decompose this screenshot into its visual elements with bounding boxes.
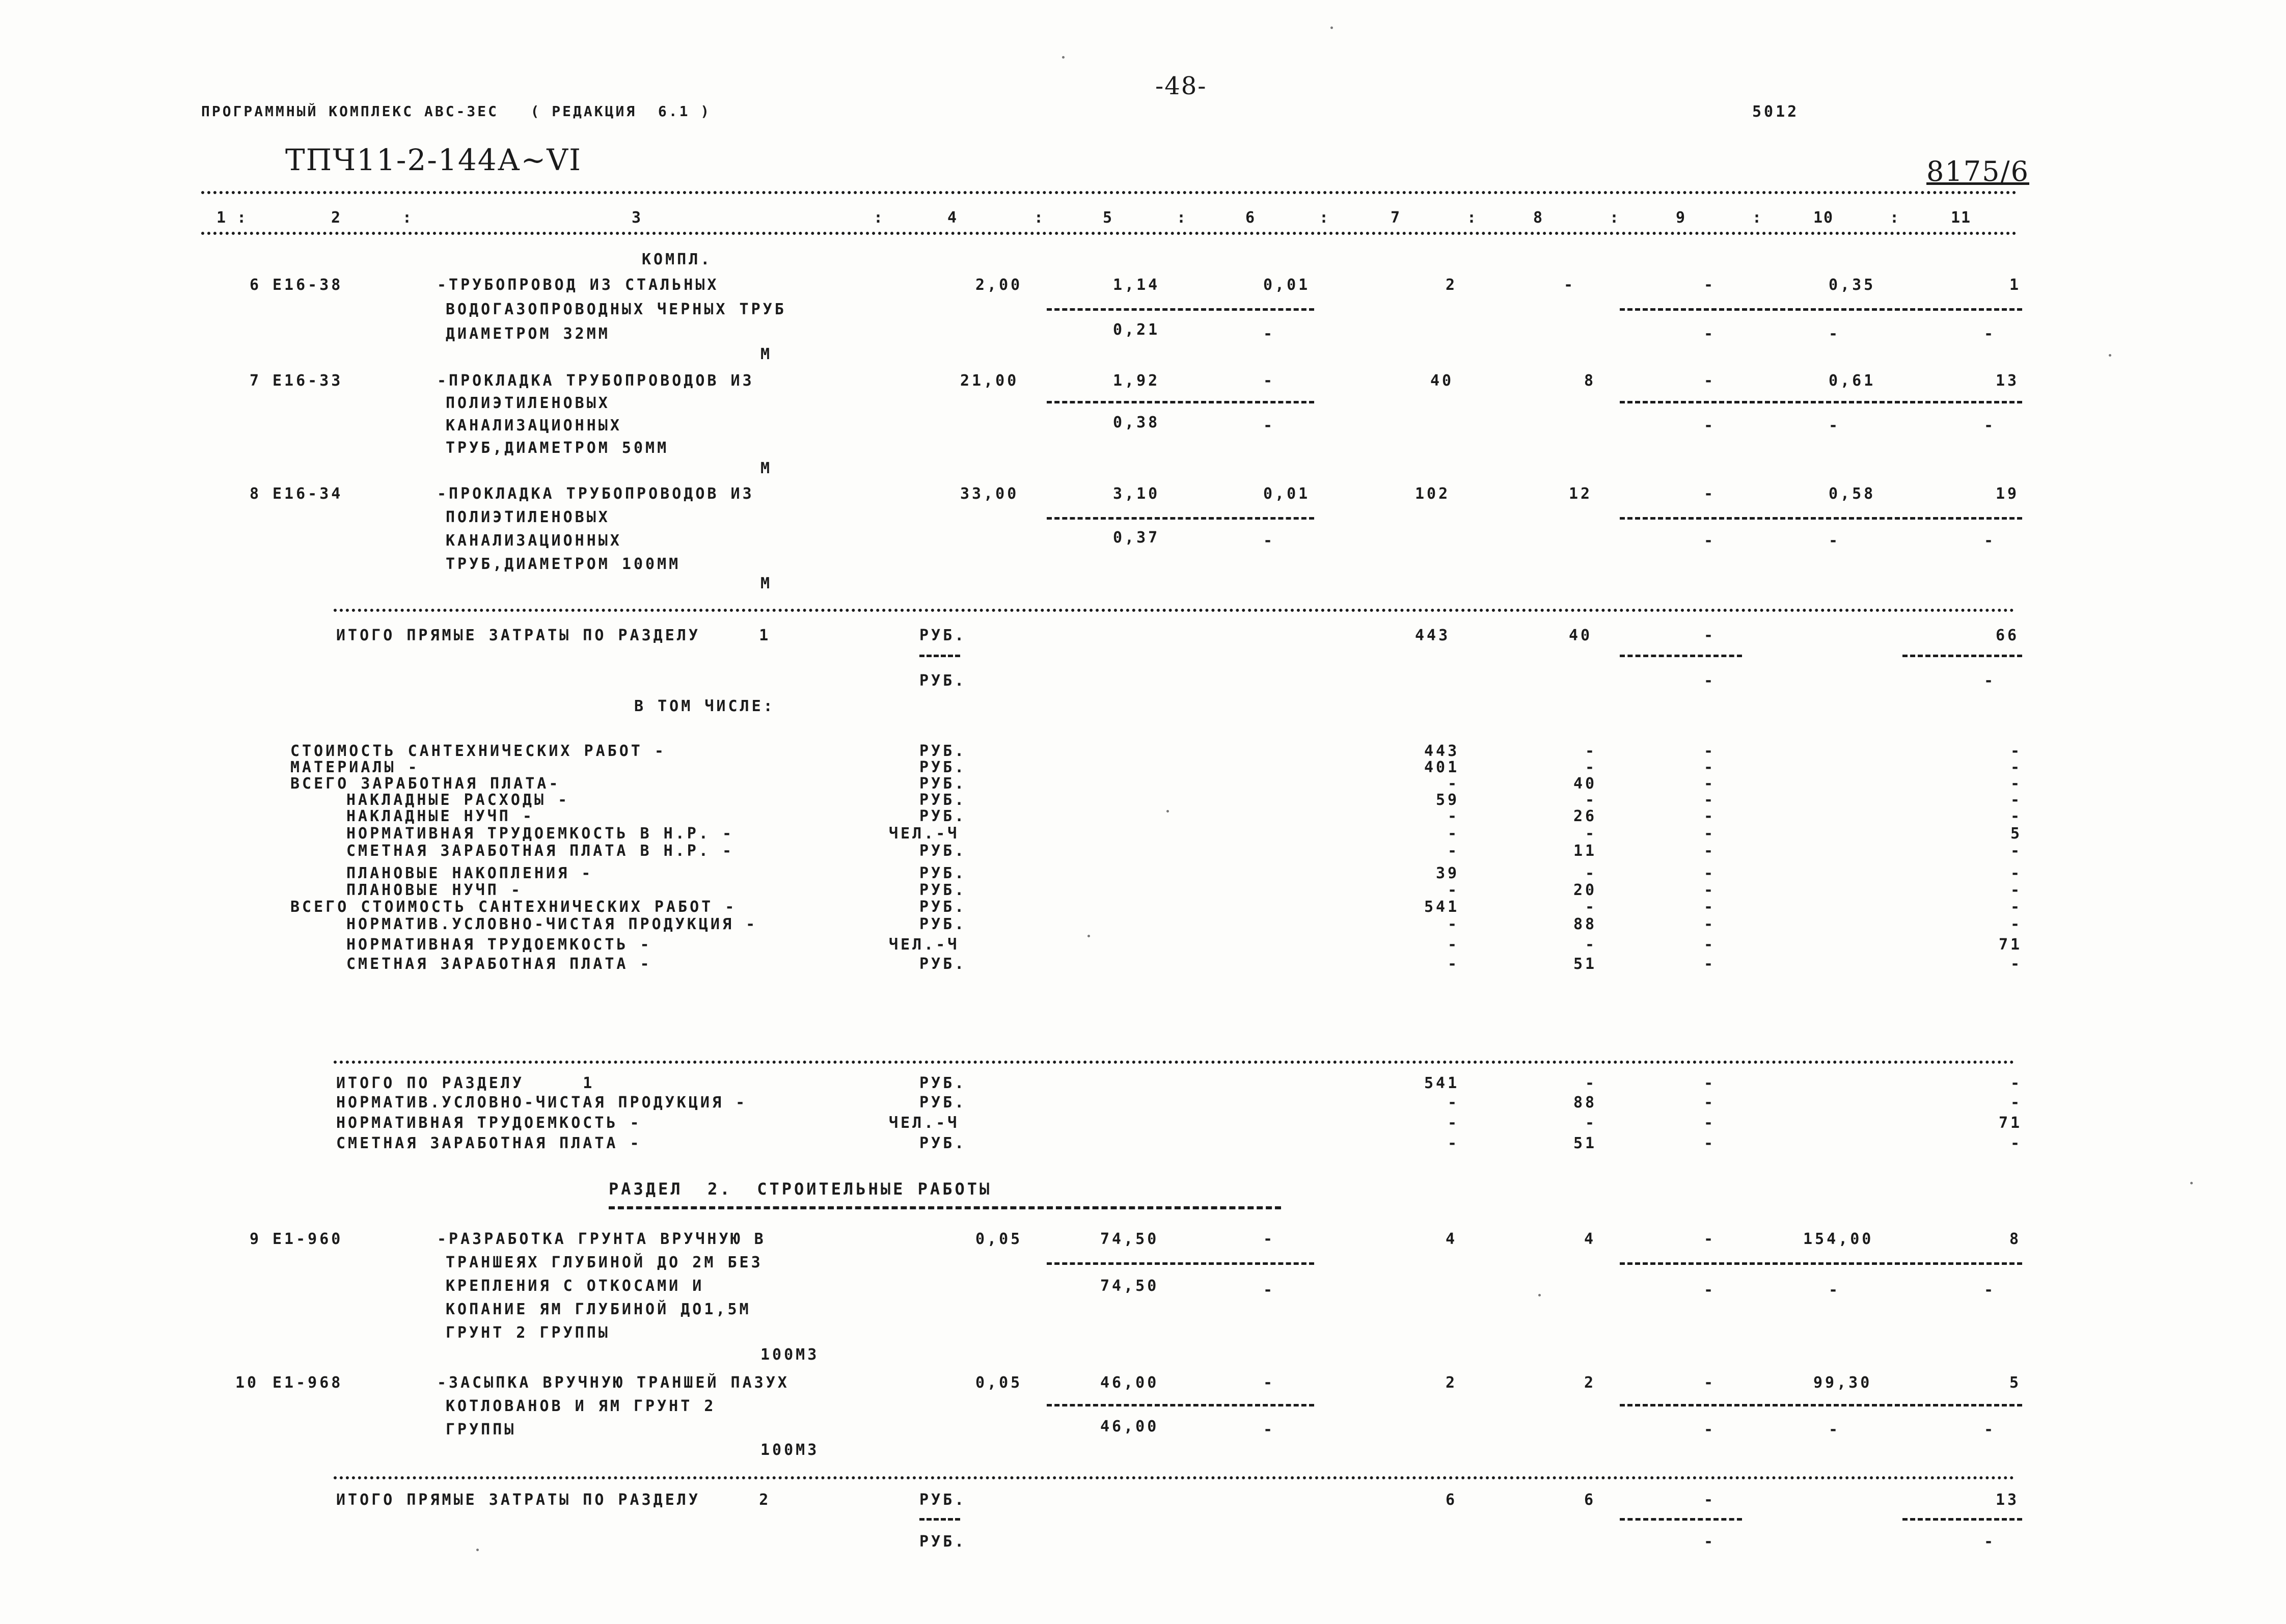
- page-number: -48-: [1155, 72, 1207, 100]
- breakdown-label: ВСЕГО СТОИМОСТЬ САНТЕХНИЧЕСКИХ РАБОТ -: [290, 898, 737, 916]
- breakdown-label: НОРМАТИВНАЯ ТРУДОЕМКОСТЬ -: [346, 936, 652, 954]
- total-label: ИТОГО ПРЯМЫЕ ЗАТРАТЫ ПО РАЗДЕЛУ 1: [336, 627, 771, 644]
- col-9-value: -: [1704, 842, 1716, 860]
- col-6-sub: -: [1263, 1421, 1275, 1439]
- col-10-value: 154,00: [1803, 1230, 1874, 1248]
- wage-total: 6: [1584, 1491, 1596, 1509]
- total-cost: 541: [1424, 1074, 1460, 1092]
- handwritten-project-code: ТПЧ11-2-144А~VI: [285, 143, 582, 177]
- wage-total: 51: [1573, 955, 1597, 973]
- col-11-value: -: [2010, 915, 2023, 933]
- col-10-sub: -: [1829, 325, 1841, 343]
- scan-speck: [1330, 26, 1333, 29]
- col-9-value: -: [1704, 936, 1716, 954]
- col-9-sub: -: [1704, 532, 1716, 550]
- col-11-sub: -: [1984, 1421, 1996, 1439]
- sub-rule: [919, 1518, 960, 1521]
- col-11-sub: -: [1984, 1533, 1996, 1551]
- col-11-sub: -: [1984, 532, 1996, 550]
- item-description: -ПРОКЛАДКА ТРУБОПРОВОДОВ ИЗ: [437, 372, 754, 390]
- col-9-value: -: [1704, 1134, 1716, 1152]
- col-11-value: 13: [1996, 372, 2020, 390]
- col-9-value: -: [1704, 276, 1716, 294]
- breakdown-label: СТОИМОСТЬ САНТЕХНИЧЕСКИХ РАБОТ -: [290, 742, 666, 760]
- wage-total: 88: [1573, 1094, 1597, 1112]
- col-9-value: -: [1704, 775, 1716, 793]
- wage-total: -: [1585, 1074, 1597, 1092]
- col-11-value: -: [2010, 742, 2023, 760]
- item-description: ДИАМЕТРОМ 32ММ: [446, 325, 610, 343]
- col-9-sub: -: [1704, 417, 1716, 435]
- total-cost: 59: [1436, 791, 1460, 809]
- scan-speck: [2109, 354, 2111, 357]
- item-description: КРЕПЛЕНИЯ С ОТКОСАМИ И: [446, 1277, 704, 1295]
- col-sep: :: [402, 209, 413, 227]
- col-11-value: -: [2010, 1094, 2023, 1112]
- sub-rule: [1047, 1404, 1314, 1406]
- unit-cost-wage: 74,50: [1100, 1277, 1159, 1295]
- breakdown-label: ПЛАНОВЫЕ НУЧП -: [346, 881, 523, 899]
- col-sep: :: [1319, 209, 1330, 227]
- sub-rule: [1620, 655, 1742, 657]
- section-total-unit: РУБ.: [919, 1134, 967, 1152]
- breakdown-unit: РУБ.: [919, 898, 967, 916]
- item-description: КОТЛОВАНОВ И ЯМ ГРУНТ 2: [446, 1397, 716, 1415]
- wage-total: -: [1585, 1114, 1597, 1132]
- total-cost: -: [1448, 842, 1460, 860]
- item-number: 7: [250, 372, 262, 390]
- col-10-sub: -: [1829, 532, 1841, 550]
- col-9-value: -: [1704, 1074, 1716, 1092]
- unit-cost: 3,10: [1113, 485, 1160, 503]
- col-sep: :: [1752, 209, 1763, 227]
- col-9-value: -: [1704, 898, 1716, 916]
- col-9-value: -: [1704, 627, 1716, 644]
- col-6-header: 6: [1245, 209, 1256, 227]
- unit-cost-wage: 0,21: [1113, 321, 1160, 339]
- col-11-value: -: [2010, 791, 2023, 809]
- col-sep: :: [1890, 209, 1900, 227]
- col-10-value: 0,58: [1829, 485, 1876, 503]
- document-code: 5012: [1752, 103, 1800, 121]
- total-cost: -: [1448, 881, 1460, 899]
- item-code: Е1-968: [273, 1374, 343, 1392]
- col-11-value: -: [2010, 1074, 2023, 1092]
- total-cost: -: [1448, 915, 1460, 933]
- col-9-sub: -: [1704, 1533, 1716, 1551]
- col-11-sub: -: [1984, 1281, 1996, 1299]
- unit-cost-wage: 0,38: [1113, 414, 1160, 431]
- col-1-header: 1 :: [216, 209, 248, 227]
- total-cost: 2: [1446, 276, 1458, 294]
- col-9-value: -: [1704, 881, 1716, 899]
- item-description: -ПРОКЛАДКА ТРУБОПРОВОДОВ ИЗ: [437, 485, 754, 503]
- breakdown-unit: РУБ.: [919, 759, 967, 776]
- col-6-value: -: [1263, 1230, 1275, 1248]
- wage-total: -: [1564, 276, 1576, 294]
- item-unit: 100М3: [760, 1441, 820, 1459]
- item-description: -ЗАСЫПКА ВРУЧНУЮ ТРАНШЕЙ ПАЗУХ: [437, 1374, 790, 1392]
- sub-rule: [919, 655, 960, 657]
- item-code: Е16-34: [273, 485, 343, 503]
- col-6-sub: -: [1263, 1281, 1275, 1299]
- wage-total: 26: [1573, 807, 1597, 825]
- wage-total: 4: [1584, 1230, 1596, 1248]
- col-6-value: 0,01: [1263, 276, 1311, 294]
- col-9-value: -: [1704, 864, 1716, 882]
- scan-speck: [1062, 56, 1065, 59]
- section-2-items-rule: [334, 1476, 2015, 1479]
- breakdown-label: ВСЕГО ЗАРАБОТНАЯ ПЛАТА-: [290, 775, 561, 793]
- col-9-value: -: [1704, 955, 1716, 973]
- section-total-unit: РУБ.: [919, 1094, 967, 1112]
- wage-total: -: [1585, 825, 1597, 843]
- wage-total: 12: [1569, 485, 1593, 503]
- total-cost: -: [1448, 936, 1460, 954]
- col-sep: :: [874, 209, 884, 227]
- col-9-value: -: [1704, 1491, 1716, 1509]
- col-6-value: -: [1263, 372, 1275, 390]
- section-2-title: РАЗДЕЛ 2. СТРОИТЕЛЬНЫЕ РАБОТЫ: [609, 1179, 992, 1199]
- breakdown-unit: РУБ.: [919, 881, 967, 899]
- wage-total: 8: [1584, 372, 1596, 390]
- col-11-value: -: [2010, 881, 2023, 899]
- item-description: КОПАНИЕ ЯМ ГЛУБИНОЙ ДО1,5М: [446, 1301, 751, 1318]
- breakdown-label: СМЕТНАЯ ЗАРАБОТНАЯ ПЛАТА -: [346, 955, 652, 973]
- col-7-header: 7: [1391, 209, 1401, 227]
- col-9-header: 9: [1676, 209, 1686, 227]
- col-9-sub: -: [1704, 1421, 1716, 1439]
- total-cost: 541: [1424, 898, 1460, 916]
- section-total-label: НОРМАТИВ.УСЛОВНО-ЧИСТАЯ ПРОДУКЦИЯ -: [336, 1094, 748, 1112]
- total-cost: 39: [1436, 864, 1460, 882]
- item-description: -ТРУБОПРОВОД ИЗ СТАЛЬНЫХ: [437, 276, 719, 294]
- item-code: Е16-38: [273, 276, 343, 294]
- scan-speck: [476, 1549, 479, 1551]
- total-cost: -: [1448, 1134, 1460, 1152]
- col-11-value: 13: [1996, 1491, 2020, 1509]
- section-2-underline: [609, 1206, 1281, 1209]
- breakdown-unit: РУБ.: [919, 955, 967, 973]
- col-10-value: 99,30: [1813, 1374, 1872, 1392]
- total-cost: -: [1448, 1094, 1460, 1112]
- quantity: 33,00: [960, 485, 1019, 503]
- col-11-value: -: [2010, 759, 2023, 776]
- unit-cost: 74,50: [1100, 1230, 1159, 1248]
- wage-total: 2: [1584, 1374, 1596, 1392]
- item-number: 9: [250, 1230, 262, 1248]
- item-description: -РАЗРАБОТКА ГРУНТА ВРУЧНУЮ В: [437, 1230, 766, 1248]
- breakdown-unit: РУБ.: [919, 864, 967, 882]
- total-cost: -: [1448, 955, 1460, 973]
- col-11-sub: -: [1984, 672, 1996, 690]
- breakdown-label: МАТЕРИАЛЫ -: [290, 759, 420, 776]
- wage-total: 20: [1573, 881, 1597, 899]
- col-11-sub: -: [1984, 325, 1996, 343]
- col-sep: :: [1177, 209, 1187, 227]
- col-10-sub: -: [1829, 417, 1841, 435]
- col-sep: :: [1467, 209, 1478, 227]
- col-11-value: -: [2010, 807, 2023, 825]
- wage-total: 51: [1573, 1134, 1597, 1152]
- col-11-value: -: [2010, 842, 2023, 860]
- total-cost: 443: [1415, 627, 1451, 644]
- quantity: 2,00: [975, 276, 1023, 294]
- col-9-sub: -: [1704, 672, 1716, 690]
- total-unit-2: РУБ.: [919, 1533, 967, 1551]
- col-11-value: 5: [2010, 825, 2023, 843]
- unit-label: КОМПЛ.: [642, 251, 713, 268]
- sub-rule: [1047, 308, 1314, 311]
- col-5-header: 5: [1103, 209, 1113, 227]
- col-10-value: 0,61: [1829, 372, 1876, 390]
- sub-rule: [1047, 1262, 1314, 1265]
- breakdown-label: НАКЛАДНЫЕ НУЧП -: [346, 807, 534, 825]
- scan-speck: [2190, 1182, 2193, 1184]
- sub-rule: [1902, 1518, 2022, 1521]
- unit-cost-wage: 0,37: [1113, 529, 1160, 547]
- quantity: 21,00: [960, 372, 1019, 390]
- sub-rule: [1620, 308, 2022, 311]
- in-that-number-label: В ТОМ ЧИСЛЕ:: [634, 697, 775, 715]
- breakdown-label: НАКЛАДНЫЕ РАСХОДЫ -: [346, 791, 570, 809]
- total-cost: 2: [1446, 1374, 1458, 1392]
- sub-rule: [1620, 1262, 2022, 1265]
- item-description: ПОЛИЭТИЛЕНОВЫХ: [446, 508, 610, 526]
- col-11-value: -: [2010, 775, 2023, 793]
- sub-rule: [1047, 401, 1314, 403]
- col-9-value: -: [1704, 1230, 1716, 1248]
- total-cost: -: [1448, 825, 1460, 843]
- wage-total: -: [1585, 791, 1597, 809]
- col-6-value: -: [1263, 1374, 1275, 1392]
- col-9-value: -: [1704, 791, 1716, 809]
- total-cost: -: [1448, 775, 1460, 793]
- col-11-sub: -: [1984, 417, 1996, 435]
- wage-total: -: [1585, 936, 1597, 954]
- col-2-header: 2: [331, 209, 342, 227]
- total-cost: 6: [1446, 1491, 1458, 1509]
- col-11-value: 71: [1999, 1114, 2023, 1132]
- quantity: 0,05: [975, 1230, 1023, 1248]
- unit-cost: 1,14: [1113, 276, 1160, 294]
- breakdown-label: ПЛАНОВЫЕ НАКОПЛЕНИЯ -: [346, 864, 593, 882]
- breakdown-rule: [334, 1061, 2015, 1064]
- total-cost: 102: [1415, 485, 1451, 503]
- col-9-value: -: [1704, 915, 1716, 933]
- col-11-header: 11: [1951, 209, 1972, 227]
- program-header: ПРОГРАММНЫЙ КОМПЛЕКС АВС-ЗЕС ( РЕДАКЦИЯ 6.1 ): [201, 103, 712, 120]
- total-cost: 401: [1424, 759, 1460, 776]
- unit-cost: 1,92: [1113, 372, 1160, 390]
- wage-total: 40: [1573, 775, 1597, 793]
- unit-cost-wage: 46,00: [1100, 1418, 1159, 1436]
- total-unit-2: РУБ.: [919, 672, 967, 690]
- col-sep: :: [1610, 209, 1620, 227]
- item-code: Е1-960: [273, 1230, 343, 1248]
- wage-total: -: [1585, 742, 1597, 760]
- breakdown-unit: РУБ.: [919, 775, 967, 793]
- col-8-header: 8: [1533, 209, 1544, 227]
- item-unit: 100М3: [760, 1346, 820, 1364]
- col-9-value: -: [1704, 485, 1716, 503]
- item-description: ВОДОГАЗОПРОВОДНЫХ ЧЕРНЫХ ТРУБ: [446, 301, 786, 318]
- item-description: КАНАЛИЗАЦИОННЫХ: [446, 417, 622, 435]
- wage-total: -: [1585, 759, 1597, 776]
- item-number: 8: [250, 485, 262, 503]
- col-11-value: -: [2010, 1134, 2023, 1152]
- sub-rule: [1620, 1518, 1742, 1521]
- section-1-items-rule: [334, 609, 2015, 612]
- sub-rule: [1620, 401, 2022, 403]
- item-unit: М: [760, 345, 773, 363]
- col-4-header: 4: [947, 209, 958, 227]
- col-9-value: -: [1704, 372, 1716, 390]
- breakdown-unit: РУБ.: [919, 842, 967, 860]
- item-description: ТРУБ,ДИАМЕТРОМ 100ММ: [446, 555, 681, 573]
- col-9-value: -: [1704, 1114, 1716, 1132]
- col-sep: :: [1034, 209, 1045, 227]
- col-10-value: 0,35: [1829, 276, 1876, 294]
- sub-rule: [1620, 517, 2022, 520]
- item-description: ГРУППЫ: [446, 1421, 516, 1439]
- total-unit: РУБ.: [919, 1491, 967, 1509]
- total-cost: -: [1448, 807, 1460, 825]
- section-total-unit: РУБ.: [919, 1074, 967, 1092]
- col-11-value: 5: [2009, 1374, 2022, 1392]
- total-unit: РУБ.: [919, 627, 967, 644]
- breakdown-label: НОРМАТИВНАЯ ТРУДОЕМКОСТЬ В Н.Р. -: [346, 825, 734, 843]
- item-unit: М: [760, 459, 773, 477]
- header-bottom-rule: [201, 232, 2017, 235]
- wage-total: 40: [1569, 627, 1593, 644]
- item-number: 10: [235, 1374, 259, 1392]
- breakdown-label: НОРМАТИВ.УСЛОВНО-ЧИСТАЯ ПРОДУКЦИЯ -: [346, 915, 758, 933]
- col-11-value: 19: [1996, 485, 2020, 503]
- wage-total: -: [1585, 898, 1597, 916]
- col-11-value: -: [2010, 898, 2023, 916]
- col-11-value: 1: [2009, 276, 2022, 294]
- breakdown-label: СМЕТНАЯ ЗАРАБОТНАЯ ПЛАТА В Н.Р. -: [346, 842, 734, 860]
- col-11-value: -: [2010, 864, 2023, 882]
- total-label: ИТОГО ПРЯМЫЕ ЗАТРАТЫ ПО РАЗДЕЛУ 2: [336, 1491, 771, 1509]
- scan-speck: [1087, 935, 1090, 937]
- item-description: ПОЛИЭТИЛЕНОВЫХ: [446, 394, 610, 412]
- col-9-value: -: [1704, 1094, 1716, 1112]
- breakdown-unit: РУБ.: [919, 791, 967, 809]
- sub-rule: [1047, 517, 1314, 520]
- total-cost: 443: [1424, 742, 1460, 760]
- quantity: 0,05: [975, 1374, 1023, 1392]
- col-11-value: 8: [2009, 1230, 2022, 1248]
- col-9-value: -: [1704, 825, 1716, 843]
- col-9-value: -: [1704, 742, 1716, 760]
- col-10-header: 10: [1813, 209, 1834, 227]
- item-description: КАНАЛИЗАЦИОННЫХ: [446, 532, 622, 550]
- item-description: ТРУБ,ДИАМЕТРОМ 50ММ: [446, 439, 669, 457]
- item-description: ГРУНТ 2 ГРУППЫ: [446, 1324, 610, 1342]
- total-cost: 4: [1446, 1230, 1458, 1248]
- item-unit: М: [760, 575, 773, 592]
- item-code: Е16-33: [273, 372, 343, 390]
- sub-rule: [1620, 1404, 2022, 1406]
- col-11-value: -: [2010, 955, 2023, 973]
- breakdown-unit: РУБ.: [919, 742, 967, 760]
- col-6-sub: -: [1263, 532, 1275, 550]
- breakdown-unit: РУБ.: [919, 807, 967, 825]
- handwritten-sheet-number: 8175/6: [1926, 155, 2029, 187]
- col-10-sub: -: [1829, 1281, 1841, 1299]
- col-6-sub: -: [1263, 417, 1275, 435]
- header-top-rule: [201, 191, 2017, 194]
- section-total-unit: ЧЕЛ.-Ч: [889, 1114, 960, 1132]
- wage-total: -: [1585, 864, 1597, 882]
- wage-total: 88: [1573, 915, 1597, 933]
- unit-cost: 46,00: [1100, 1374, 1159, 1392]
- col-9-value: -: [1704, 1374, 1716, 1392]
- section-total-label: СМЕТНАЯ ЗАРАБОТНАЯ ПЛАТА -: [336, 1134, 642, 1152]
- col-6-sub: -: [1263, 325, 1275, 343]
- total-cost: 40: [1430, 372, 1454, 390]
- scan-speck: [1538, 1294, 1541, 1296]
- col-9-sub: -: [1704, 325, 1716, 343]
- col-9-value: -: [1704, 807, 1716, 825]
- wage-total: 11: [1573, 842, 1597, 860]
- col-11-value: 71: [1999, 936, 2023, 954]
- breakdown-unit: ЧЕЛ.-Ч: [889, 825, 960, 843]
- item-description: ТРАНШЕЯХ ГЛУБИНОЙ ДО 2М БЕЗ: [446, 1254, 763, 1271]
- breakdown-unit: ЧЕЛ.-Ч: [889, 936, 960, 954]
- col-9-value: -: [1704, 759, 1716, 776]
- col-9-sub: -: [1704, 1281, 1716, 1299]
- col-11-value: 66: [1996, 627, 2020, 644]
- col-10-sub: -: [1829, 1421, 1841, 1439]
- scan-speck: [1166, 810, 1169, 813]
- breakdown-unit: РУБ.: [919, 915, 967, 933]
- col-3-header: 3: [632, 209, 642, 227]
- item-number: 6: [250, 276, 262, 294]
- section-total-label: НОРМАТИВНАЯ ТРУДОЕМКОСТЬ -: [336, 1114, 642, 1132]
- total-cost: -: [1448, 1114, 1460, 1132]
- sub-rule: [1902, 655, 2022, 657]
- section-total-label: ИТОГО ПО РАЗДЕЛУ 1: [336, 1074, 595, 1092]
- col-6-value: 0,01: [1263, 485, 1311, 503]
